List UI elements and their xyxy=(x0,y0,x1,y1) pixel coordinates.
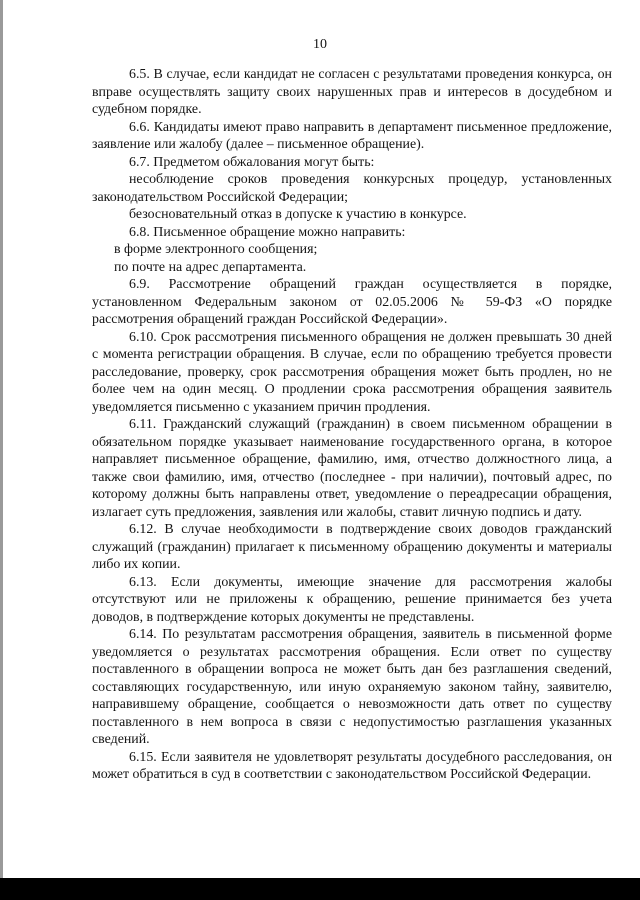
paragraph-6-13: 6.13. Если документы, имеющие значение для рассмотрения жалобы отсутствуют или не приложены к обращению, решение принимается без учета доводов, в подтверждение которых документы не представлены. xyxy=(92,574,612,625)
paragraph-6-8-item-2: по почте на адрес департамента. xyxy=(114,259,307,275)
paragraph-6-7: 6.7. Предметом обжалования могут быть: xyxy=(129,154,375,170)
scan-bottom-edge xyxy=(0,878,640,900)
paragraph-6-9: 6.9. Рассмотрение обращений граждан осуществляется в порядке, установленном Федеральным законом от 02.05.2006 № 59-ФЗ «О порядке рассмотрения обращений граждан Российской Федерации». xyxy=(92,277,612,327)
paragraph-6-15: 6.15. Если заявителя не удовлетворят результаты досудебного расследования, он может обратиться в суд в соответствии с законодательством Российской Федерации. xyxy=(92,749,612,782)
paragraph-6-14: 6.14. По результатам рассмотрения обращения, заявитель в письменной форме уведомляется о результатах рассмотрения обращения. Если ответ по существу поставленного в обращении вопроса не может быть дан без разглашения сведений, составляющих государственную, или иную охраняемую законом тайну, заявителю, направившему обращение, сообщается о невозможности дать ответ по существу поставленного в нем вопроса в связи с недопустимостью разглашения указанных сведений. xyxy=(92,627,612,747)
paragraph-6-10: 6.10. Срок рассмотрения письменного обращения не должен превышать 30 дней с момента регистрации обращения. В случае, если по обращению требуется провести расследование, проверку, срок рассмотрения обращения может быть продлен, но не более чем на один месяц. О продлении срока рассмотрения обращения заявитель уведомляется письменно с указанием причин продления. xyxy=(92,329,612,415)
paragraph-6-8: 6.8. Письменное обращение можно направить: xyxy=(129,224,406,240)
paragraph-6-8-item-1: в форме электронного сообщения; xyxy=(114,242,318,257)
document-body xyxy=(92,66,612,784)
page-number: 10 xyxy=(313,37,327,52)
paragraph-6-6: 6.6. Кандидаты имеют право направить в департамент письменное предложение, заявление или жалобу (далее – письменное обращение). xyxy=(92,119,612,152)
paragraph-6-12: 6.12. В случае необходимости в подтверждение своих доводов гражданский служащий (гражданин) прилагает к письменному обращению документы и материалы либо их копии. xyxy=(92,522,612,572)
paragraph-6-7-item-1: несоблюдение сроков проведения конкурсных процедур, установленных законодательством Российской Федерации; xyxy=(92,172,612,205)
paragraph-6-5: 6.5. В случае, если кандидат не согласен с результатами проведения конкурса, он вправе осуществлять защиту своих нарушенных прав и интересов в досудебном и судебном порядке. xyxy=(92,67,612,117)
paragraph-6-11: 6.11. Гражданский служащий (гражданин) в своем письменном обращении в обязательном порядке указывает наименование государственного органа, в которое направляет письменное обращение, фамилию, имя, отчество должностного лица, а также свои фамилию, имя, отчество (последнее - при наличии), почтовый адрес, по которому должны быть направлены ответ, уведомление о переадресации обращения, излагает суть предложения, заявления или жалобы, ставит личную подпись и дату. xyxy=(92,417,612,520)
paragraph-6-7-item-2: безосновательный отказ в допуске к участию в конкурсе. xyxy=(129,207,467,222)
scan-edge xyxy=(0,0,3,900)
